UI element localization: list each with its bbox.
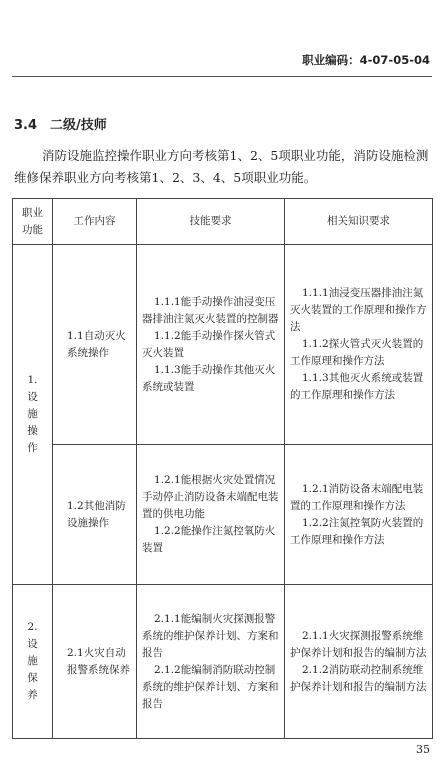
skills-cell xyxy=(137,445,285,585)
content-cell: 1.2其他消防设施操作 xyxy=(53,445,137,585)
skill-requirements-table xyxy=(12,198,433,739)
knowledge-item: 1.2.2注氮控氧防火装置的工作原理和操作方法 xyxy=(290,516,424,546)
skill-item: 2.1.2能编制消防联动控制系统的维护保养计划、方案和报告 xyxy=(142,663,279,710)
table-row xyxy=(13,445,433,585)
function-cell: 1.设施操作 xyxy=(13,245,53,585)
intro-text: 消防设施监控操作职业方向考核第1、2、5项职业功能，消防设施检测维修保养职业方向考核第1、2、3、4、5项职业功能。 xyxy=(14,148,429,185)
section-title: 3.4 二级/技师 xyxy=(14,118,107,133)
function-cell: 2.设施保养 xyxy=(13,585,53,739)
skill-item: 1.2.2能操作注氮控氧防火装置 xyxy=(142,525,276,554)
skill-item: 1.2.1能根据火灾处置情况手动停止消防设备末端配电装置的供电功能 xyxy=(142,474,279,520)
table-row xyxy=(13,585,433,739)
knowledge-item: 1.1.2探火管式灭火装置的工作原理和操作方法 xyxy=(290,338,424,367)
table-row xyxy=(13,245,433,445)
skills-cell xyxy=(137,585,285,739)
table-header-row xyxy=(13,199,433,245)
knowledge-item: 1.2.1消防设备末端配电装置的工作原理和操作方法 xyxy=(290,482,424,512)
skill-item: 2.1.1能编制火灾探测报警系统的维护保养计划、方案和报告 xyxy=(142,612,279,659)
intro-paragraph xyxy=(14,145,432,189)
knowledge-item: 2.1.1火灾探测报警系统维护保养计划和报告的编制方法 xyxy=(290,629,427,659)
page-number: 35 xyxy=(416,743,430,756)
header-function: 职业功能 xyxy=(13,199,53,245)
knowledge-cell xyxy=(285,445,433,585)
knowledge-cell xyxy=(285,585,433,739)
occupation-code: 职业编码：4-07-05-04 xyxy=(302,53,430,67)
content-cell: 1.1自动灭火系统操作 xyxy=(53,245,137,445)
knowledge-item: 2.1.2消防联动控制系统维护保养计划和报告的编制方法 xyxy=(290,663,427,693)
skill-item: 1.1.3能手动操作其他灭火系统或装置 xyxy=(142,363,276,393)
header-content: 工作内容 xyxy=(53,199,137,245)
skill-item: 1.1.2能手动操作探火管式灭火装置 xyxy=(142,329,276,359)
header-skills: 技能要求 xyxy=(137,199,285,245)
knowledge-item: 1.1.3其他灭火系统或装置的工作原理和操作方法 xyxy=(290,372,424,401)
skills-cell xyxy=(137,245,285,445)
header-divider xyxy=(12,76,432,77)
content-cell: 2.1火灾自动报警系统保养 xyxy=(53,585,137,739)
knowledge-item: 1.1.1油浸变压器排油注氮灭火装置的工作原理和操作方法 xyxy=(290,287,427,333)
knowledge-cell xyxy=(285,245,433,445)
skill-item: 1.1.1能手动操作油浸变压器排油注氮灭火装置的控制器 xyxy=(142,295,279,325)
header-knowledge: 相关知识要求 xyxy=(285,199,433,245)
